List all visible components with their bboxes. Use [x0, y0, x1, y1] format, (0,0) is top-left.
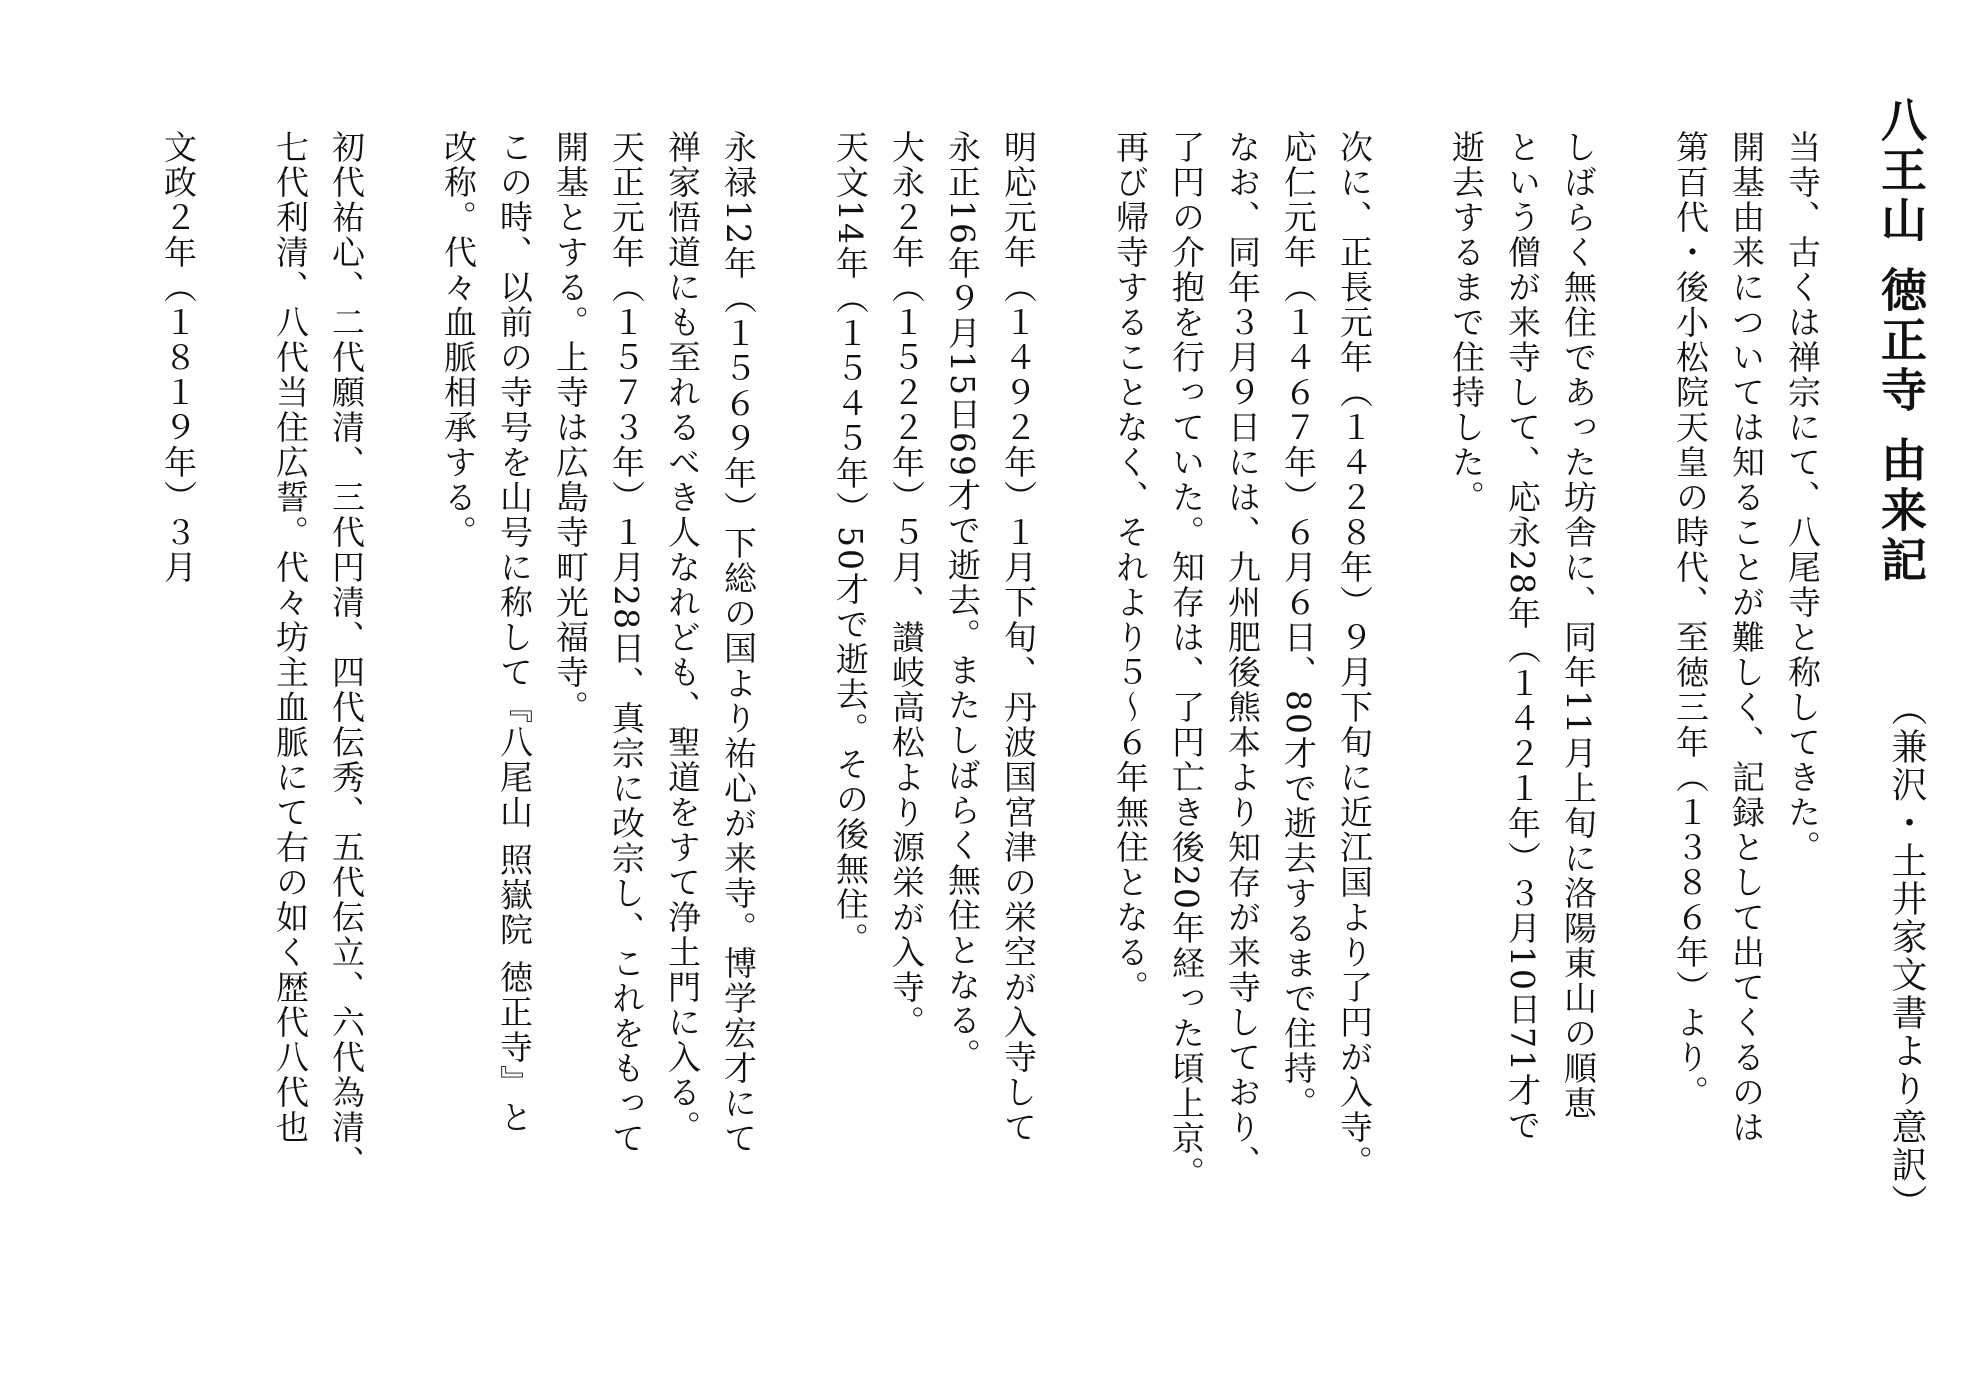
text-line: しばらく無住であった坊舎に、同年11月上旬に洛陽東山の順恵 [1559, 130, 1598, 1121]
text-line: 七代利清、八代当住広誓。代々坊主血脈にて右の如く歴代八代也 [271, 130, 310, 1145]
text-line: 永正16年９月15日69才で逝去。またしばらく無住となる。 [943, 130, 982, 1073]
text-line: 永禄12年（１５６９年）下総の国より祐心が来寺。博学宏才にて [719, 130, 758, 1156]
text-line: 禅家悟道にも至れるべき人なれども、聖道をすて浄土門に入る。 [663, 130, 702, 1145]
text-line: 当寺、古くは禅宗にて、八尾寺と称してきた。 [1783, 130, 1822, 865]
text-line: 明応元年（１４９２年）１月下旬、丹波国宮津の栄空が入寺して [999, 130, 1038, 1145]
paragraph-lineage [262, 130, 374, 1280]
paragraph-yushin [430, 130, 766, 1280]
document-title: 八王山 徳正寺 由来記 [1874, 96, 1928, 587]
paragraph-origin [1662, 130, 1830, 1280]
text-line: 改称。代々血脈相承する。 [439, 130, 478, 550]
text-line: 次に、正長元年（１４２８年）９月下旬に近江国より了円が入寺。 [1335, 130, 1374, 1180]
document-date: 文政２年（１８１９年）３月 [159, 130, 198, 585]
text-line: 逝去するまで住持した。 [1447, 130, 1486, 515]
document-body [150, 130, 1830, 1280]
text-line: 第百代・後小松院天皇の時代、至徳三年（１３８６年）より。 [1671, 130, 1710, 1110]
text-line: という僧が来寺して、応永28年（１４２１年）３月10日71才で [1503, 130, 1542, 1143]
text-line: 天文14年（１５４５年）50才で逝去。その後無住。 [831, 130, 870, 957]
paragraph-eiku [822, 130, 1046, 1280]
text-line: 開基とする。上寺は広島寺町光福寺。 [551, 130, 590, 725]
text-line: なお、同年３月９日には、九州肥後熊本より知存が来寺しており、 [1223, 130, 1262, 1180]
text-line: 応仁元年（１４６７年）６月６日、80才で逝去するまで住持。 [1279, 130, 1318, 1121]
text-line: 初代祐心、二代願清、三代円清、四代伝秀、五代伝立、六代為清、 [327, 130, 366, 1180]
document-subtitle: （兼沢・土井家文書より意訳） [1886, 690, 1927, 1222]
text-line: 再び帰寺することなく、それより５～６年無住となる。 [1111, 130, 1150, 1005]
text-line: 大永２年（１５２２年）５月、讃岐高松より源栄が入寺。 [887, 130, 926, 1040]
paragraph-date [150, 130, 206, 1280]
text-line: この時、以前の寺号を山号に称して『八尾山 照嶽院 徳正寺』と [495, 130, 534, 1135]
paragraph-ryoen [1102, 130, 1382, 1280]
text-line: 了円の介抱を行っていた。知存は、了円亡き後20年経った頃上京。 [1167, 130, 1206, 1191]
paragraph-junkei [1438, 130, 1606, 1280]
text-line: 天正元年（１５７３年）１月28日、真宗に改宗し、これをもって [607, 130, 646, 1156]
text-line: 開基由来については知ることが難しく、記録として出てくるのは [1727, 130, 1766, 1145]
